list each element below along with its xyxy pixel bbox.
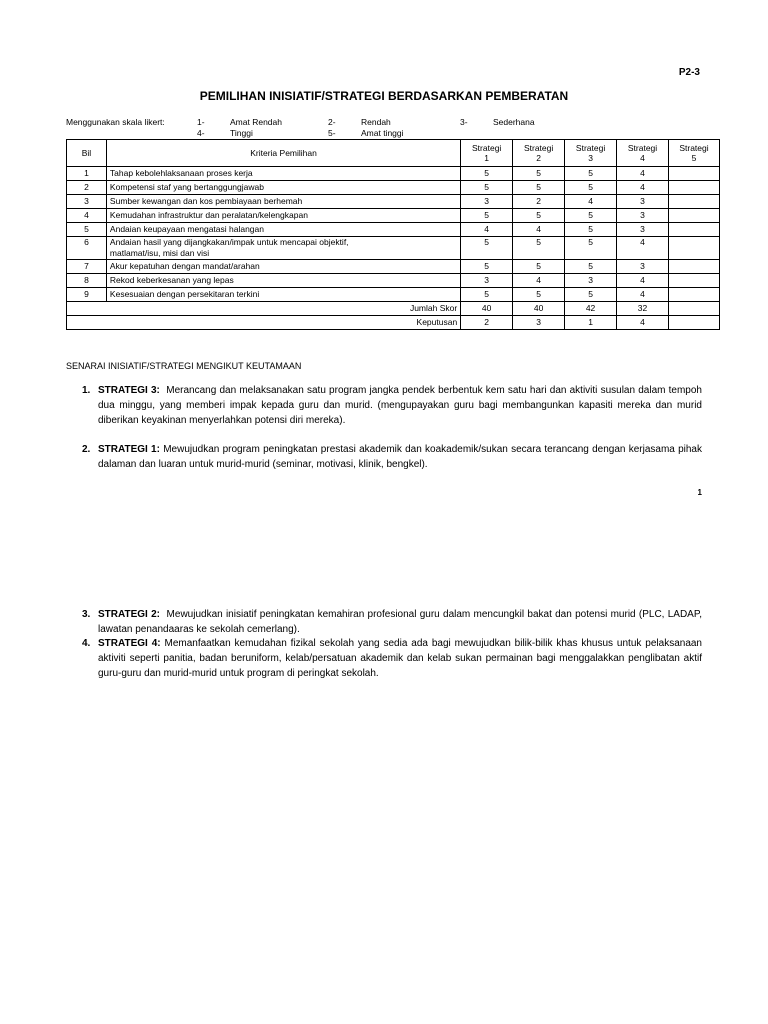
item-label: STRATEGI 2: bbox=[98, 609, 160, 620]
row-kriteria: Andaian keupayaan mengatasi halangan bbox=[106, 223, 460, 237]
item-label: STRATEGI 3: bbox=[98, 385, 160, 396]
score-cell: 3 bbox=[461, 195, 513, 209]
likert-num-5: 5- bbox=[328, 128, 336, 138]
score-cell: 5 bbox=[461, 260, 513, 274]
score-cell: 4 bbox=[617, 237, 669, 260]
total-cell: 42 bbox=[565, 302, 617, 316]
rank-cell: 3 bbox=[513, 316, 565, 330]
total-cell: 32 bbox=[617, 302, 669, 316]
table-row bbox=[67, 237, 720, 260]
score-cell: 3 bbox=[617, 209, 669, 223]
score-cell bbox=[669, 195, 720, 209]
table-row bbox=[67, 260, 720, 274]
jumlah-skor-label: Jumlah Skor bbox=[67, 302, 461, 316]
row-bil: 8 bbox=[67, 274, 107, 288]
row-bil: 2 bbox=[67, 181, 107, 195]
document-title: PEMILIHAN INISIATIF/STRATEGI BERDASARKAN PEMBERATAN bbox=[199, 89, 569, 103]
rank-cell: 1 bbox=[565, 316, 617, 330]
jumlah-skor-row bbox=[67, 302, 720, 316]
row-kriteria: Sumber kewangan dan kos pembiayaan berhemah bbox=[106, 195, 460, 209]
row-kriteria: Akur kepatuhan dengan mandat/arahan bbox=[106, 260, 460, 274]
score-cell: 5 bbox=[513, 167, 565, 181]
score-cell bbox=[669, 209, 720, 223]
likert-label-4: Tinggi bbox=[230, 128, 253, 138]
score-cell: 5 bbox=[565, 260, 617, 274]
score-cell: 5 bbox=[565, 167, 617, 181]
likert-num-2: 2- bbox=[328, 117, 336, 127]
item-text: Merancang dan melaksanakan satu program jangka pendek berbentuk kem satu hari dan aktiviti susulan dalam tempoh dua minggu, yang memberi impak kepada guru dan murid. (mengupayakan guru bagi membangunkan kapasiti mereka dan murid diberikan keyakinan menyerlahkan potensi diri mereka). bbox=[98, 385, 702, 426]
likert-num-3: 3- bbox=[460, 117, 468, 127]
score-cell bbox=[669, 181, 720, 195]
score-cell bbox=[669, 274, 720, 288]
strategy-item bbox=[82, 383, 702, 428]
header-kriteria: Kriteria Pemilihan bbox=[106, 140, 460, 167]
score-cell: 5 bbox=[513, 237, 565, 260]
score-cell: 5 bbox=[513, 181, 565, 195]
table-row bbox=[67, 288, 720, 302]
score-cell: 3 bbox=[461, 274, 513, 288]
row-bil: 1 bbox=[67, 167, 107, 181]
header-strategi-5: Strategi 5 bbox=[669, 140, 720, 167]
item-number: 2. bbox=[82, 444, 91, 455]
score-cell: 4 bbox=[617, 288, 669, 302]
score-cell: 2 bbox=[513, 195, 565, 209]
score-cell: 4 bbox=[617, 181, 669, 195]
senarai-heading: SENARAI INISIATIF/STRATEGI MENGIKUT KEUTAMAAN bbox=[66, 361, 302, 371]
score-cell: 3 bbox=[617, 195, 669, 209]
likert-label-5: Amat tinggi bbox=[361, 128, 404, 138]
score-cell: 5 bbox=[461, 209, 513, 223]
criteria-table bbox=[66, 139, 720, 330]
table-row bbox=[67, 209, 720, 223]
item-number: 4. bbox=[82, 638, 91, 649]
score-cell: 4 bbox=[617, 167, 669, 181]
item-number: 1. bbox=[82, 385, 91, 396]
row-kriteria: Rekod keberkesanan yang lepas bbox=[106, 274, 460, 288]
likert-label-2: Rendah bbox=[361, 117, 391, 127]
strategy-item bbox=[82, 442, 702, 472]
table-row bbox=[67, 223, 720, 237]
row-bil: 3 bbox=[67, 195, 107, 209]
total-cell bbox=[669, 302, 720, 316]
score-cell bbox=[669, 288, 720, 302]
page-code: P2-3 bbox=[678, 67, 700, 78]
header-bil: Bil bbox=[67, 140, 107, 167]
score-cell: 4 bbox=[617, 274, 669, 288]
score-cell: 5 bbox=[565, 181, 617, 195]
score-cell: 4 bbox=[461, 223, 513, 237]
score-cell: 5 bbox=[513, 288, 565, 302]
score-cell: 3 bbox=[565, 274, 617, 288]
table-row bbox=[67, 195, 720, 209]
header-strategi-1: Strategi 1 bbox=[461, 140, 513, 167]
rank-cell: 2 bbox=[461, 316, 513, 330]
score-cell: 3 bbox=[617, 223, 669, 237]
table-row bbox=[67, 274, 720, 288]
score-cell bbox=[669, 167, 720, 181]
score-cell: 5 bbox=[565, 209, 617, 223]
score-cell: 5 bbox=[513, 260, 565, 274]
total-cell: 40 bbox=[461, 302, 513, 316]
score-cell: 5 bbox=[461, 181, 513, 195]
likert-num-1: 1- bbox=[197, 117, 205, 127]
row-kriteria: Kemudahan infrastruktur dan peralatan/kelengkapan bbox=[106, 209, 460, 223]
row-bil: 9 bbox=[67, 288, 107, 302]
keputusan-row bbox=[67, 316, 720, 330]
score-cell: 5 bbox=[461, 237, 513, 260]
header-strategi-4: Strategi 4 bbox=[617, 140, 669, 167]
strategy-item bbox=[82, 636, 702, 681]
header-strategi-2: Strategi 2 bbox=[513, 140, 565, 167]
likert-label-3: Sederhana bbox=[493, 117, 535, 127]
table-header-row bbox=[67, 140, 720, 167]
score-cell: 4 bbox=[513, 274, 565, 288]
row-kriteria: Tahap kebolehlaksanaan proses kerja bbox=[106, 167, 460, 181]
row-bil: 5 bbox=[67, 223, 107, 237]
likert-intro: Menggunakan skala likert: bbox=[66, 117, 165, 127]
table-row bbox=[67, 181, 720, 195]
header-strategi-3: Strategi 3 bbox=[565, 140, 617, 167]
score-cell: 5 bbox=[513, 209, 565, 223]
likert-label-1: Amat Rendah bbox=[230, 117, 282, 127]
score-cell: 5 bbox=[461, 167, 513, 181]
score-cell: 4 bbox=[513, 223, 565, 237]
item-text: Mewujudkan inisiatif peningkatan kemahiran profesional guru dalam mencungkil bakat dan potensi murid (PLC, LADAP, lawatan penandaaras ke sekolah cemerlang). bbox=[98, 609, 702, 635]
score-cell: 5 bbox=[565, 223, 617, 237]
likert-num-4: 4- bbox=[197, 128, 205, 138]
score-cell bbox=[669, 260, 720, 274]
row-kriteria: Kesesuaian dengan persekitaran terkini bbox=[106, 288, 460, 302]
score-cell: 5 bbox=[565, 288, 617, 302]
item-text: Mewujudkan program peningkatan prestasi akademik dan koakademik/sukan secara terancang dengan kerjasama pihak dalaman dan luaran untuk murid-murid (seminar, motivasi, klinik, bengkel). bbox=[98, 444, 702, 470]
total-cell: 40 bbox=[513, 302, 565, 316]
row-bil: 7 bbox=[67, 260, 107, 274]
score-cell: 4 bbox=[565, 195, 617, 209]
table-row bbox=[67, 167, 720, 181]
score-cell: 5 bbox=[565, 237, 617, 260]
keputusan-label: Keputusan bbox=[67, 316, 461, 330]
strategy-item bbox=[82, 607, 702, 637]
row-kriteria: Andaian hasil yang dijangkakan/impak untuk mencapai objektif, matlamat/isu, misi dan visi bbox=[106, 237, 460, 260]
rank-cell bbox=[669, 316, 720, 330]
rank-cell: 4 bbox=[617, 316, 669, 330]
item-number: 3. bbox=[82, 609, 91, 620]
item-text: Memanfaatkan kemudahan fizikal sekolah yang sedia ada bagi mewujudkan bilik-bilik khas khusus untuk pelaksanaan aktiviti seperti panitia, badan beruniform, kelab/persatuan akademik dan kelab sukan permainan bagi menggalakkan penglibatan aktif guru-guru dan murid-murid untuk program di peringkat sekolah. bbox=[98, 638, 702, 679]
row-kriteria: Kompetensi staf yang bertanggungjawab bbox=[106, 181, 460, 195]
score-cell: 3 bbox=[617, 260, 669, 274]
item-label: STRATEGI 1: bbox=[98, 444, 160, 455]
score-cell: 5 bbox=[461, 288, 513, 302]
score-cell bbox=[669, 237, 720, 260]
page-number: 1 bbox=[697, 488, 702, 497]
row-bil: 6 bbox=[67, 237, 107, 260]
item-label: STRATEGI 4: bbox=[98, 638, 161, 649]
score-cell bbox=[669, 223, 720, 237]
row-bil: 4 bbox=[67, 209, 107, 223]
